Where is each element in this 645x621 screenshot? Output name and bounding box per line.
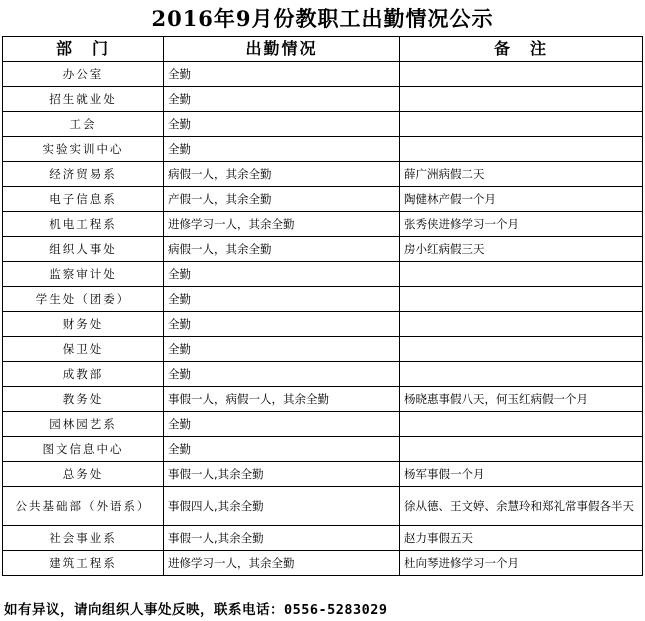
dept-cell: 实验实训中心	[3, 137, 164, 162]
notes-cell: 薛广洲病假二天	[400, 162, 643, 187]
footer-text: 如有异议，请向组织人事处反映，联系电话：	[4, 602, 284, 618]
attendance-cell: 进修学习一人，其余全勤	[164, 551, 400, 576]
attendance-cell: 病假一人，其余全勤	[164, 237, 400, 262]
table-row	[3, 137, 643, 162]
notes-cell	[400, 62, 643, 87]
notes-cell	[400, 287, 643, 312]
notes-cell: 赵力事假五天	[400, 526, 643, 551]
table-row	[3, 551, 643, 576]
notes-cell	[400, 137, 643, 162]
notes-cell	[400, 112, 643, 137]
notes-cell: 杜向琴进修学习一个月	[400, 551, 643, 576]
dept-cell: 办公室	[3, 62, 164, 87]
dept-cell: 园林园艺系	[3, 412, 164, 437]
attendance-table	[2, 36, 643, 576]
attendance-cell: 事假一人,其余全勤	[164, 526, 400, 551]
dept-cell: 组织人事处	[3, 237, 164, 262]
notes-cell: 张秀侠进修学习一个月	[400, 212, 643, 237]
notes-cell: 杨军事假一个月	[400, 462, 643, 487]
notes-cell	[400, 362, 643, 387]
attendance-cell: 全勤	[164, 62, 400, 87]
notes-cell	[400, 262, 643, 287]
attendance-cell: 事假四人,其余全勤	[164, 487, 400, 526]
attendance-cell: 全勤	[164, 437, 400, 462]
dept-cell: 图文信息中心	[3, 437, 164, 462]
dept-cell: 公共基础部（外语系）	[3, 487, 164, 526]
notes-cell	[400, 437, 643, 462]
notes-cell: 陶健林产假一个月	[400, 187, 643, 212]
table-row	[3, 387, 643, 412]
footer-phone: 0556-5283029	[284, 602, 388, 618]
dept-cell: 学生处（团委）	[3, 287, 164, 312]
attendance-cell: 全勤	[164, 112, 400, 137]
attendance-cell: 病假一人，其余全勤	[164, 162, 400, 187]
dept-cell: 建筑工程系	[3, 551, 164, 576]
table-row	[3, 362, 643, 387]
header-row	[3, 37, 643, 62]
notes-cell	[400, 312, 643, 337]
dept-cell: 监察审计处	[3, 262, 164, 287]
attendance-cell: 全勤	[164, 262, 400, 287]
table-row	[3, 462, 643, 487]
dept-cell: 保卫处	[3, 337, 164, 362]
table-row	[3, 237, 643, 262]
attendance-cell: 全勤	[164, 287, 400, 312]
dept-cell: 成教部	[3, 362, 164, 387]
header-attendance: 出勤情况	[164, 37, 400, 62]
table-row	[3, 262, 643, 287]
attendance-cell: 全勤	[164, 362, 400, 387]
table-row	[3, 337, 643, 362]
table-row	[3, 162, 643, 187]
dept-cell: 工会	[3, 112, 164, 137]
attendance-cell: 全勤	[164, 412, 400, 437]
attendance-cell: 产假一人，其余全勤	[164, 187, 400, 212]
attendance-cell: 全勤	[164, 312, 400, 337]
attendance-cell: 全勤	[164, 87, 400, 112]
table-row	[3, 437, 643, 462]
header-dept: 部 门	[3, 37, 164, 62]
dept-cell: 总务处	[3, 462, 164, 487]
attendance-cell: 事假一人，病假一人，其余全勤	[164, 387, 400, 412]
notes-cell	[400, 337, 643, 362]
attendance-cell: 全勤	[164, 337, 400, 362]
attendance-cell: 进修学习一人，其余全勤	[164, 212, 400, 237]
footer-notice	[4, 598, 388, 618]
table-row	[3, 287, 643, 312]
notes-cell: 杨晓惠事假八天，何玉红病假一个月	[400, 387, 643, 412]
dept-cell: 社会事业系	[3, 526, 164, 551]
dept-cell: 财务处	[3, 312, 164, 337]
table-row	[3, 87, 643, 112]
sheet-title: 2016年9月份教职工出勤情况公示	[151, 6, 494, 31]
notes-cell	[400, 87, 643, 112]
table-row	[3, 412, 643, 437]
dept-cell: 教务处	[3, 387, 164, 412]
notes-cell: 房小红病假三天	[400, 237, 643, 262]
attendance-cell: 全勤	[164, 137, 400, 162]
notes-cell: 徐从德、王文婷、余慧玲和郑礼常事假各半天	[400, 487, 643, 526]
dept-cell: 机电工程系	[3, 212, 164, 237]
header-notes: 备 注	[400, 37, 643, 62]
dept-cell: 招生就业处	[3, 87, 164, 112]
table-row	[3, 187, 643, 212]
table-body	[3, 62, 643, 576]
table-row	[3, 112, 643, 137]
table-row	[3, 62, 643, 87]
notes-cell	[400, 412, 643, 437]
table-row	[3, 487, 643, 526]
table-row	[3, 526, 643, 551]
table-row	[3, 212, 643, 237]
attendance-cell: 事假一人,其余全勤	[164, 462, 400, 487]
dept-cell: 经济贸易系	[3, 162, 164, 187]
table-row	[3, 312, 643, 337]
dept-cell: 电子信息系	[3, 187, 164, 212]
